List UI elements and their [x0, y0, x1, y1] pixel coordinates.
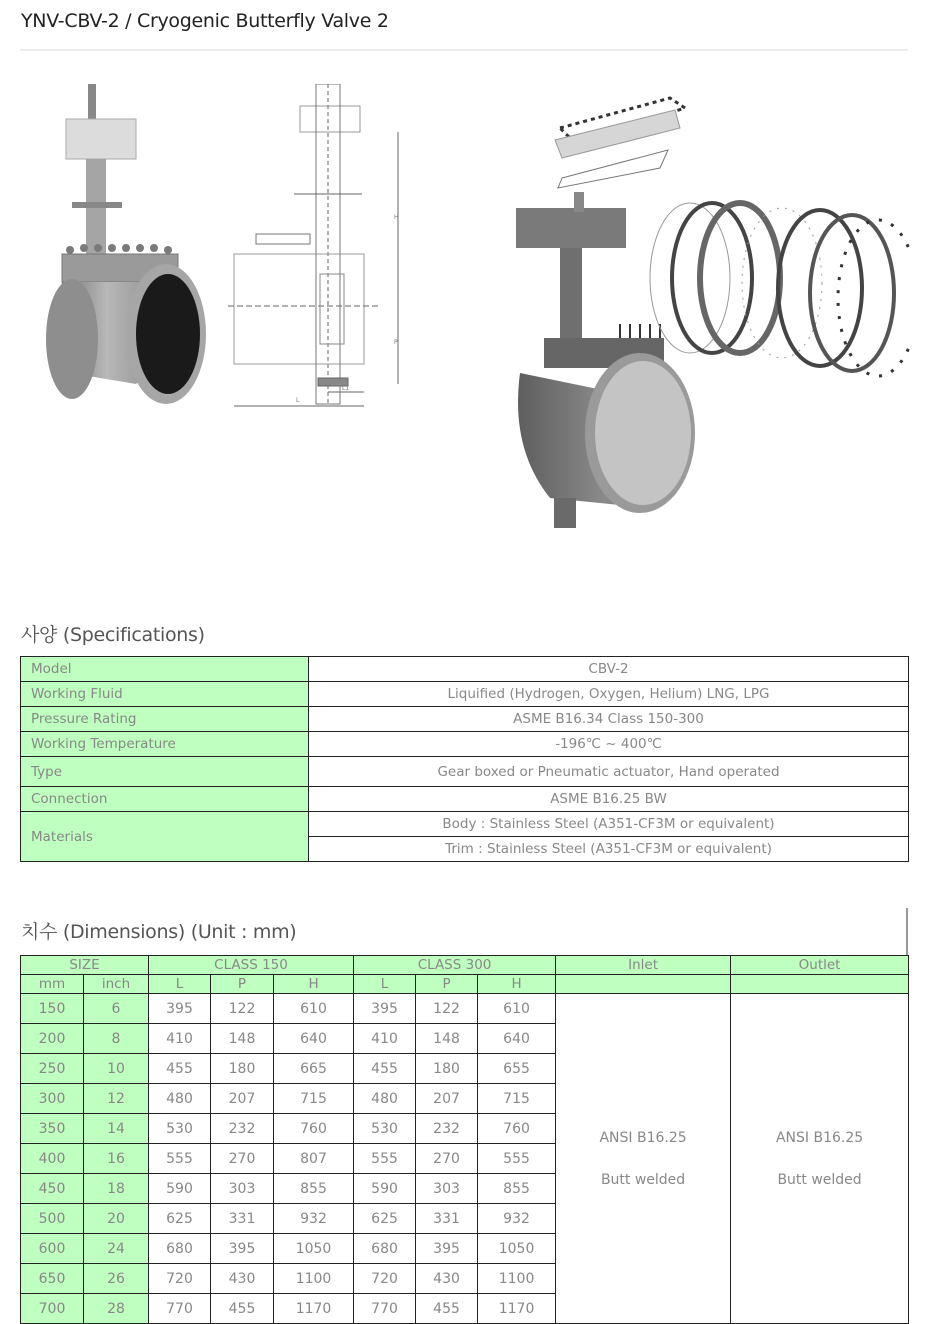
header-h-150: H	[274, 975, 354, 994]
cell-class300-h: 932	[478, 1204, 556, 1234]
cell-size-mm: 150	[21, 994, 84, 1024]
header-l-150: L	[149, 975, 211, 994]
cross-section-drawing	[228, 84, 418, 414]
cell-size-mm: 400	[21, 1144, 84, 1174]
cell-size-inch: 8	[84, 1024, 149, 1054]
svg-text:H: H	[394, 214, 399, 221]
cell-size-inch: 6	[84, 994, 149, 1024]
cell-size-mm: 600	[21, 1234, 84, 1264]
spec-value: Liquified (Hydrogen, Oxygen, Helium) LNG, LPG	[309, 682, 909, 707]
spec-row-type	[21, 757, 909, 787]
cell-class150-h: 665	[274, 1054, 354, 1084]
spec-row-pressure-rating	[21, 707, 909, 732]
section-divider	[906, 908, 908, 956]
cell-size-mm: 350	[21, 1114, 84, 1144]
svg-text:L1: L1	[342, 385, 350, 392]
cell-size-inch: 28	[84, 1294, 149, 1324]
cell-size-inch: 26	[84, 1264, 149, 1294]
spec-label: Type	[21, 757, 309, 787]
cell-outlet-spec	[731, 994, 909, 1324]
cell-class150-p: 232	[211, 1114, 274, 1144]
svg-text:P: P	[394, 339, 398, 346]
cell-size-mm: 650	[21, 1264, 84, 1294]
cell-class300-p: 270	[416, 1144, 478, 1174]
cell-size-inch: 14	[84, 1114, 149, 1144]
cell-class150-p: 331	[211, 1204, 274, 1234]
cell-class300-p: 232	[416, 1114, 478, 1144]
spec-row-connection	[21, 787, 909, 812]
cell-class300-p: 395	[416, 1234, 478, 1264]
cell-size-mm: 250	[21, 1054, 84, 1084]
cell-class150-h: 1050	[274, 1234, 354, 1264]
cell-class300-l: 555	[354, 1144, 416, 1174]
cell-class150-h: 1100	[274, 1264, 354, 1294]
header-class-300: CLASS 300	[354, 956, 556, 975]
cell-class300-p: 430	[416, 1264, 478, 1294]
cell-class150-l: 720	[149, 1264, 211, 1294]
spec-value: CBV-2	[309, 657, 909, 682]
header-inlet-blank	[556, 975, 731, 994]
inlet-connection-type: Butt welded	[600, 1171, 686, 1188]
header-outlet: Outlet	[731, 956, 909, 975]
page-title: YNV-CBV-2 / Cryogenic Butterfly Valve 2	[21, 10, 389, 32]
cell-class150-p: 207	[211, 1084, 274, 1114]
cell-class150-p: 122	[211, 994, 274, 1024]
cell-class300-h: 715	[478, 1084, 556, 1114]
cell-class150-h: 932	[274, 1204, 354, 1234]
cell-class150-p: 303	[211, 1174, 274, 1204]
cell-class150-p: 395	[211, 1234, 274, 1264]
cell-size-inch: 18	[84, 1174, 149, 1204]
spec-label: Working Temperature	[21, 732, 309, 757]
dimensions-title: 치수 (Dimensions) (Unit : mm)	[21, 921, 297, 943]
cell-class150-l: 455	[149, 1054, 211, 1084]
header-sub-row	[21, 975, 909, 994]
cell-class150-l: 680	[149, 1234, 211, 1264]
cell-class150-h: 855	[274, 1174, 354, 1204]
cell-class150-h: 715	[274, 1084, 354, 1114]
cell-class300-l: 410	[354, 1024, 416, 1054]
cell-class300-l: 625	[354, 1204, 416, 1234]
cell-class300-p: 331	[416, 1204, 478, 1234]
spec-label: Model	[21, 657, 309, 682]
cell-size-mm: 450	[21, 1174, 84, 1204]
cell-class300-h: 655	[478, 1054, 556, 1084]
title-divider	[20, 49, 908, 51]
cell-class300-h: 760	[478, 1114, 556, 1144]
spec-value: ASME B16.34 Class 150-300	[309, 707, 909, 732]
specifications-table	[20, 656, 909, 862]
spec-value: -196℃ ~ 400℃	[309, 732, 909, 757]
cell-class150-l: 530	[149, 1114, 211, 1144]
cell-class300-h: 1100	[478, 1264, 556, 1294]
cell-class300-h: 1170	[478, 1294, 556, 1324]
cell-class150-p: 430	[211, 1264, 274, 1294]
cell-class300-h: 855	[478, 1174, 556, 1204]
cell-class150-h: 760	[274, 1114, 354, 1144]
cell-size-inch: 20	[84, 1204, 149, 1234]
outlet-connection-type: Butt welded	[777, 1171, 862, 1188]
cell-size-mm: 500	[21, 1204, 84, 1234]
spec-value: Gear boxed or Pneumatic actuator, Hand operated	[309, 757, 909, 787]
spec-row-working-fluid	[21, 682, 909, 707]
header-class-150: CLASS 150	[149, 956, 354, 975]
cryogenic-valve-photo	[36, 84, 206, 414]
dimensions-table	[20, 955, 909, 1324]
cell-size-inch: 12	[84, 1084, 149, 1114]
table-row	[21, 994, 909, 1024]
header-group-row	[21, 956, 909, 975]
spec-row-model	[21, 657, 909, 682]
specifications-title: 사양 (Specifications)	[21, 624, 205, 646]
header-l-300: L	[354, 975, 416, 994]
cell-class150-h: 807	[274, 1144, 354, 1174]
spec-label: Pressure Rating	[21, 707, 309, 732]
cell-class150-l: 770	[149, 1294, 211, 1324]
spec-row-working-temperature	[21, 732, 909, 757]
spec-row-materials	[21, 812, 909, 837]
header-inch: inch	[84, 975, 149, 994]
spec-label: Materials	[21, 812, 309, 862]
cell-class150-p: 455	[211, 1294, 274, 1324]
header-p-150: P	[211, 975, 274, 994]
cell-size-mm: 200	[21, 1024, 84, 1054]
cell-inlet-spec	[556, 994, 731, 1324]
header-p-300: P	[416, 975, 478, 994]
cell-class300-h: 610	[478, 994, 556, 1024]
exploded-view	[490, 88, 910, 538]
cell-class300-l: 680	[354, 1234, 416, 1264]
spec-value: ASME B16.25 BW	[309, 787, 909, 812]
header-h-300: H	[478, 975, 556, 994]
spec-value-trim: Trim : Stainless Steel (A351-CF3M or equivalent)	[309, 837, 909, 862]
header-outlet-blank	[731, 975, 909, 994]
cell-size-inch: 10	[84, 1054, 149, 1084]
cell-class300-l: 770	[354, 1294, 416, 1324]
cell-size-inch: 24	[84, 1234, 149, 1264]
cell-size-inch: 16	[84, 1144, 149, 1174]
cell-class300-l: 590	[354, 1174, 416, 1204]
cell-class300-l: 395	[354, 994, 416, 1024]
cell-class300-p: 207	[416, 1084, 478, 1114]
cell-class150-h: 1170	[274, 1294, 354, 1324]
cell-class300-p: 303	[416, 1174, 478, 1204]
cell-class150-l: 395	[149, 994, 211, 1024]
cell-class300-l: 530	[354, 1114, 416, 1144]
cell-class150-h: 610	[274, 994, 354, 1024]
header-mm: mm	[21, 975, 84, 994]
cell-class300-h: 555	[478, 1144, 556, 1174]
cell-class300-h: 640	[478, 1024, 556, 1054]
cell-class150-p: 180	[211, 1054, 274, 1084]
cell-class150-p: 270	[211, 1144, 274, 1174]
header-size: SIZE	[21, 956, 149, 975]
outlet-standard: ANSI B16.25	[775, 1129, 864, 1146]
cell-class150-l: 410	[149, 1024, 211, 1054]
cell-size-mm: 700	[21, 1294, 84, 1324]
cell-class150-p: 148	[211, 1024, 274, 1054]
cell-class300-l: 720	[354, 1264, 416, 1294]
cell-class150-l: 480	[149, 1084, 211, 1114]
cell-class300-l: 480	[354, 1084, 416, 1114]
cell-class150-l: 590	[149, 1174, 211, 1204]
cell-size-mm: 300	[21, 1084, 84, 1114]
dimensions-body	[21, 994, 909, 1324]
svg-text:L: L	[296, 397, 300, 404]
cell-class300-p: 148	[416, 1024, 478, 1054]
cell-class300-h: 1050	[478, 1234, 556, 1264]
cell-class150-l: 625	[149, 1204, 211, 1234]
cell-class300-p: 122	[416, 994, 478, 1024]
spec-label: Working Fluid	[21, 682, 309, 707]
cell-class300-p: 180	[416, 1054, 478, 1084]
inlet-standard: ANSI B16.25	[599, 1129, 687, 1146]
cell-class300-l: 455	[354, 1054, 416, 1084]
cell-class150-h: 640	[274, 1024, 354, 1054]
cell-class150-l: 555	[149, 1144, 211, 1174]
spec-label: Connection	[21, 787, 309, 812]
header-inlet: Inlet	[556, 956, 731, 975]
cell-class300-p: 455	[416, 1294, 478, 1324]
spec-value-body: Body : Stainless Steel (A351-CF3M or equivalent)	[309, 812, 909, 837]
